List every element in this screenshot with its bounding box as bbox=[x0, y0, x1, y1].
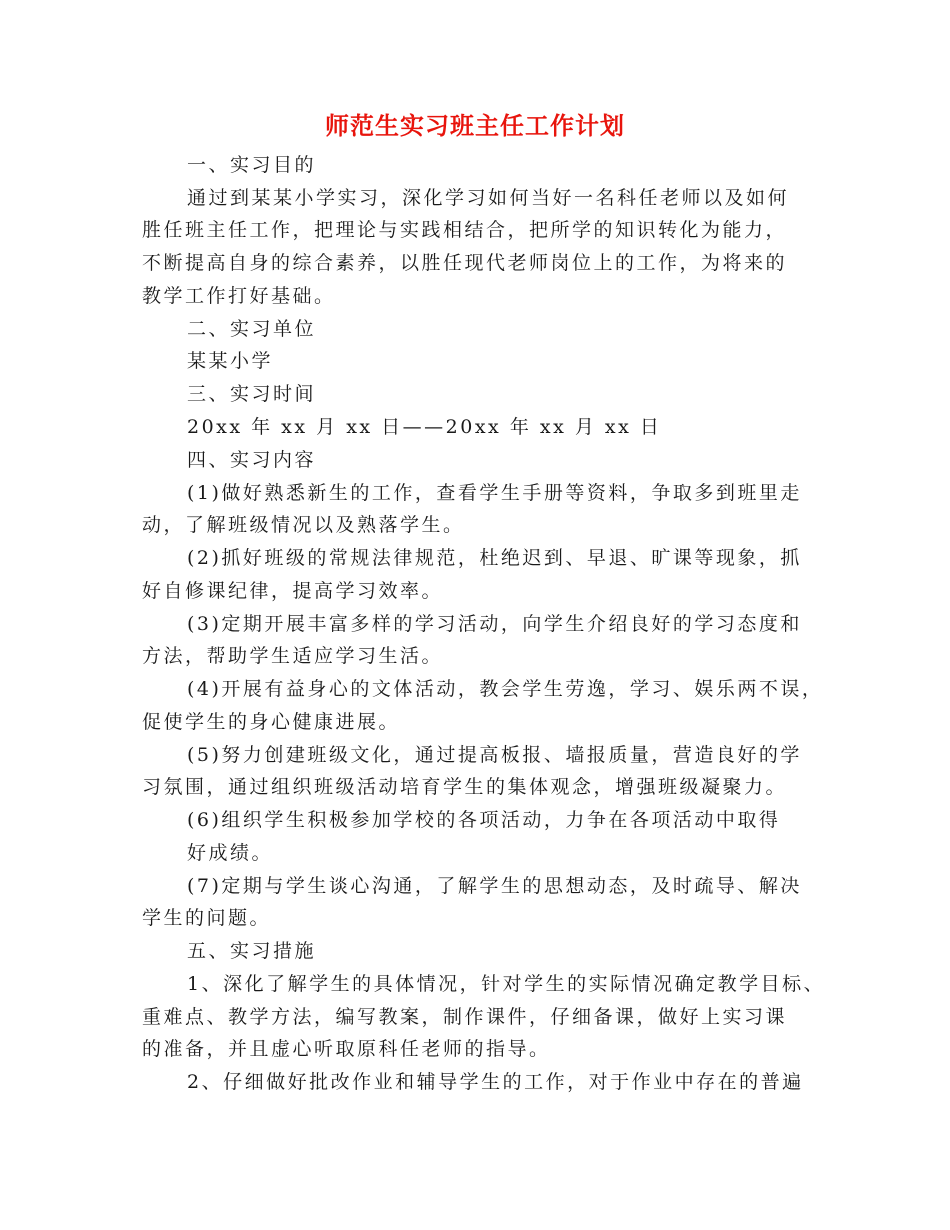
list-item-line: (2)抓好班级的常规法律规范，杜绝迟到、早退、旷课等现象，抓 bbox=[187, 547, 802, 569]
paragraph-line: 1、深化了解学生的具体情况，针对学生的实际情况确定教学目标、 bbox=[187, 973, 826, 995]
list-item-line: (5)努力创建班级文化，通过提高板报、墙报质量，营造良好的学 bbox=[187, 744, 802, 766]
list-item-line: (4)开展有益身心的文体活动，教会学生劳逸，学习、娱乐两不误， bbox=[187, 678, 824, 700]
date-range-line: 20xx 年 xx 月 xx 日——20xx 年 xx 月 xx 日 bbox=[187, 416, 662, 438]
list-item-line: (1)做好熟悉新生的工作，查看学生手册等资料，争取多到班里走 bbox=[187, 482, 802, 504]
list-item-line: 好自修课纪律，提高学习效率。 bbox=[142, 580, 444, 602]
list-item-line: 习氛围，通过组织班级活动培育学生的集体观念，增强班级凝聚力。 bbox=[142, 776, 788, 798]
paragraph-line: 重难点、教学方法，编写教案，制作课件，仔细备课，做好上实习课 bbox=[142, 1006, 788, 1028]
list-item-line: 动，了解班级情况以及熟落学生。 bbox=[142, 514, 465, 536]
section-heading-purpose: 一、实习目的 bbox=[187, 154, 317, 176]
list-item-line: 方法，帮助学生适应学习生活。 bbox=[142, 645, 444, 667]
list-item-line: (3)定期开展丰富多样的学习活动，向学生介绍良好的学习态度和 bbox=[187, 613, 802, 635]
list-item-line: 好成绩。 bbox=[187, 842, 274, 864]
paragraph-line: 不断提高自身的综合素养，以胜任现代老师岗位上的工作，为将来的 bbox=[142, 252, 788, 274]
paragraph-line: 的准备，并且虚心听取原科任老师的指导。 bbox=[142, 1038, 551, 1060]
paragraph-line: 2、仔细做好批改作业和辅导学生的工作，对于作业中存在的普遍 bbox=[187, 1071, 804, 1093]
paragraph-line: 通过到某某小学实习，深化学习如何当好一名科任老师以及如何 bbox=[187, 187, 790, 209]
section-heading-content: 四、实习内容 bbox=[187, 449, 317, 471]
list-item-line: (6)组织学生积极参加学校的各项活动，力争在各项活动中取得 bbox=[187, 809, 781, 831]
document-title: 师范生实习班主任工作计划 bbox=[325, 111, 625, 140]
paragraph-line: 教学工作打好基础。 bbox=[142, 285, 336, 307]
paragraph-line: 胜任班主任工作，把理论与实践相结合，把所学的知识转化为能力， bbox=[142, 219, 788, 241]
paragraph-line: 某某小学 bbox=[187, 350, 274, 372]
list-item-line: (7)定期与学生谈心沟通，了解学生的思想动态，及时疏导、解决 bbox=[187, 875, 802, 897]
list-item-line: 促使学生的身心健康进展。 bbox=[142, 711, 401, 733]
list-item-line: 学生的问题。 bbox=[142, 907, 272, 929]
section-heading-unit: 二、实习单位 bbox=[187, 318, 317, 340]
section-heading-measures: 五、实习措施 bbox=[187, 940, 317, 962]
section-heading-time: 三、实习时间 bbox=[187, 383, 317, 405]
